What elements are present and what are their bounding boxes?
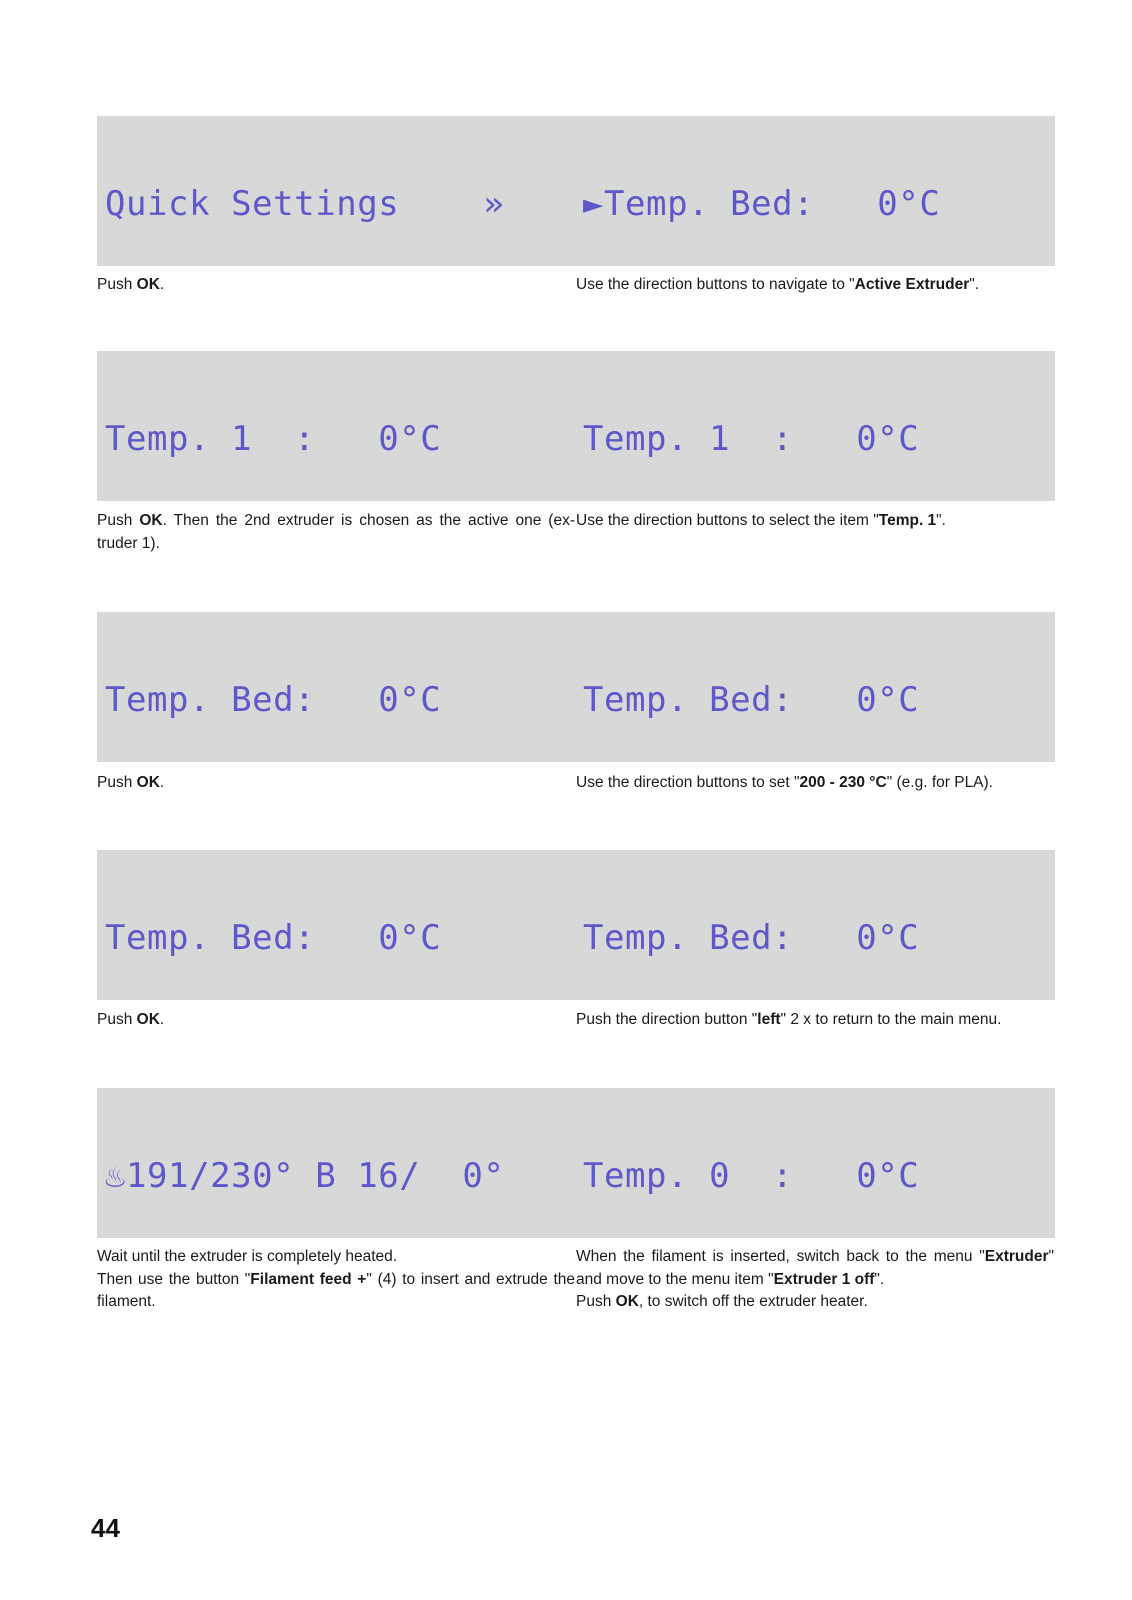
- lcd-panel-3: [97, 351, 577, 501]
- caption-2: [576, 274, 1054, 297]
- caption-emphasis: Extruder 1 off: [773, 1270, 875, 1288]
- caption-emphasis: OK: [136, 276, 160, 293]
- caption-3: [97, 510, 575, 555]
- caption-7: [97, 1009, 575, 1032]
- lcd-line: Temp. 1 : 0°C: [105, 419, 442, 459]
- caption-emphasis: OK: [139, 512, 163, 529]
- caption-emphasis: Extruder: [984, 1248, 1049, 1265]
- lcd-line: Temp. Bed: 0°C: [583, 680, 920, 720]
- caption-text: Wait until the extruder is completely heated.: [97, 1248, 398, 1265]
- caption-emphasis: OK: [615, 1293, 639, 1310]
- lcd-line: Temp. Bed: 0°C: [105, 680, 442, 720]
- caption-9: [97, 1246, 575, 1314]
- caption-emphasis: left: [757, 1011, 781, 1028]
- lcd-panel-1: [97, 116, 577, 266]
- lcd-panel-5: [97, 612, 577, 762]
- caption-emphasis: Temp. 1: [878, 512, 937, 529]
- caption-5: [97, 772, 575, 795]
- caption-emphasis: 200 - 230 °C: [799, 774, 887, 791]
- caption-text: Push: [97, 774, 137, 791]
- lcd-line: ♨191/230° B 16/ 0°: [105, 1156, 505, 1196]
- caption-4: [576, 510, 1054, 533]
- caption-10: [576, 1246, 1054, 1314]
- caption-text: .: [159, 1011, 165, 1028]
- caption-6: [576, 772, 1054, 795]
- lcd-panel-9: [97, 1088, 577, 1238]
- lcd-panel-6: [575, 612, 1055, 762]
- caption-text: " (e.g. for PLA).: [886, 774, 993, 791]
- lcd-panel-2: [575, 116, 1055, 266]
- caption-text: ".: [874, 1270, 885, 1288]
- caption-text: " and move to the menu item ": [576, 1248, 1054, 1288]
- caption-text: . Then the 2nd extruder is chosen as the active one (ex-truder 1).: [97, 512, 576, 552]
- caption-text: , to switch off the extruder heater.: [638, 1293, 868, 1310]
- caption-text: Use the direction buttons to select the item ": [576, 512, 879, 529]
- lcd-line: Temp. 0 : 0°C: [583, 1156, 920, 1196]
- lcd-line: Temp. 1 : 0°C: [583, 419, 920, 459]
- lcd-panel-8: [575, 850, 1055, 1000]
- caption-text: Push: [576, 1293, 616, 1310]
- caption-text: .: [159, 276, 165, 293]
- lcd-line: ►Temp. Bed: 0°C: [583, 184, 941, 224]
- caption-emphasis: Active Extruder: [854, 276, 970, 293]
- caption-text: Push: [97, 512, 140, 529]
- page-number: 44: [91, 1513, 120, 1543]
- caption-text: Push: [97, 1011, 137, 1028]
- caption-text: " (4) to insert and extrude the filament.: [97, 1270, 575, 1310]
- caption-text: Then use the button ": [97, 1270, 251, 1288]
- lcd-line: Temp. Bed: 0°C: [583, 918, 920, 958]
- caption-text: ".: [936, 512, 946, 529]
- lcd-panel-4: [575, 351, 1055, 501]
- lcd-panel-10: [575, 1088, 1055, 1238]
- caption-text: Push: [97, 276, 137, 293]
- lcd-panel-7: [97, 850, 577, 1000]
- caption-text: " 2 x to return to the main menu.: [780, 1011, 1002, 1028]
- caption-emphasis: Filament feed +: [250, 1270, 367, 1288]
- lcd-line: Temp. Bed: 0°C: [105, 918, 442, 958]
- lcd-line: Quick Settings »: [105, 184, 505, 224]
- caption-text: Use the direction buttons to navigate to ": [576, 276, 855, 293]
- caption-text: Push the direction button ": [576, 1011, 758, 1028]
- caption-text: When the filament is inserted, switch back to the menu ": [576, 1248, 985, 1265]
- caption-8: [576, 1009, 1054, 1032]
- caption-emphasis: OK: [136, 1011, 160, 1028]
- caption-text: ".: [969, 276, 980, 293]
- caption-emphasis: OK: [136, 774, 160, 791]
- caption-1: [97, 274, 575, 297]
- caption-text: Use the direction buttons to set ": [576, 774, 800, 791]
- caption-text: .: [159, 774, 165, 791]
